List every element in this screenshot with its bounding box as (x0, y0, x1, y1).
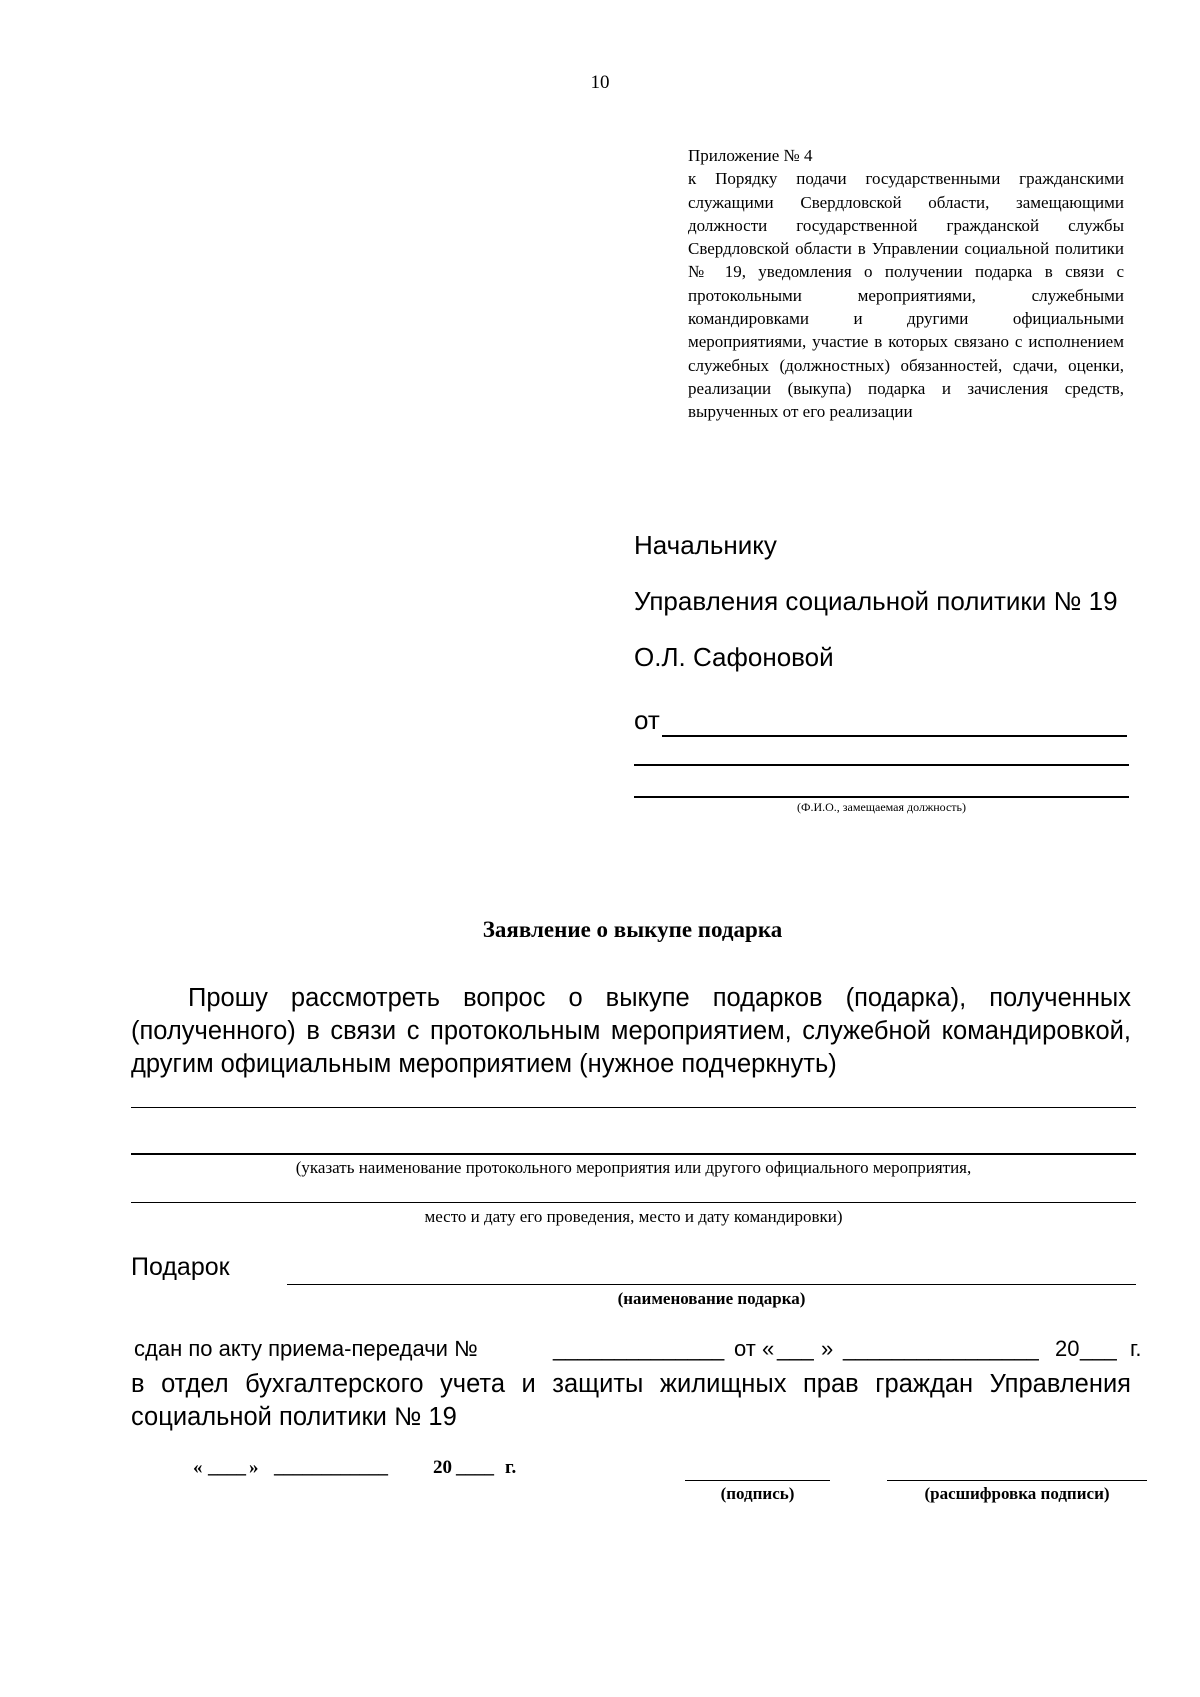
sig-year-suffix: г. (505, 1457, 517, 1478)
event-caption-1: (указать наименование протокольного мероприятия или другого официального мероприятия, (295, 1158, 972, 1177)
act-year-suffix: г. (1130, 1336, 1142, 1361)
applicant-caption: (Ф.И.О., замещаемая должность) (796, 800, 967, 814)
event-underline-2[interactable] (131, 1153, 1136, 1155)
signature-underline[interactable] (685, 1480, 830, 1481)
act-year-blank[interactable]: ___ (1080, 1336, 1117, 1361)
decoding-caption: (расшифровка подписи) (924, 1484, 1110, 1503)
act-month-blank[interactable]: ________________ (843, 1336, 1039, 1361)
addressee-line-1: Начальнику (634, 530, 777, 560)
appendix-text: к Порядку подачи государственными гражданскими служащими Свердловской области, замещающими должности государственной гражданской службы Свердловской области в Управлении социальной политики № 19, уведомления о получении подарка в связи с протокольными мероприятиями, служебными командировками и другими официальными мероприятиями, участие в которых связано с исполнением служебных (должностных) обязанностей, сдачи, оценки, реализации (выкупа) подарка и зачисления средств, вырученных от его реализации (688, 169, 1124, 422)
sig-year-blank[interactable]: ____ (456, 1457, 494, 1478)
document-title: Заявление о выкупе подарка (482, 917, 783, 942)
act-prefix: сдан по акту приема-передачи № (134, 1336, 478, 1361)
sig-quote-open: « (193, 1457, 203, 1478)
applicant-underline-2[interactable] (634, 764, 1129, 766)
gift-label: Подарок (131, 1253, 230, 1281)
sig-year-prefix: 20 (433, 1457, 452, 1478)
addressee-line-2: Управления социальной политики № 19 (634, 586, 1118, 616)
act-number-blank[interactable]: ______________ (553, 1336, 725, 1361)
sig-day-blank[interactable]: ____ (208, 1457, 246, 1478)
event-underline-3[interactable] (131, 1202, 1136, 1203)
page-number: 10 (590, 72, 610, 93)
sig-month-blank[interactable]: ____________ (274, 1457, 388, 1478)
request-paragraph: Прошу рассмотреть вопрос о выкупе подарков (подарка), полученных (полученного) в связи с протокольным мероприятием, служебной командировкой, другим официальным мероприятием (нужное подчеркнуть) (131, 984, 1131, 1078)
appendix-title: Приложение № 4 (688, 146, 813, 165)
event-underline-1[interactable] (131, 1107, 1136, 1108)
from-field[interactable] (634, 705, 1129, 739)
signature-caption: (подпись) (720, 1484, 795, 1503)
gift-name-underline[interactable] (287, 1284, 1136, 1285)
act-year-prefix: 20 (1055, 1336, 1080, 1361)
event-caption-2: место и дату его проведения, место и дату командировки) (424, 1207, 843, 1226)
sig-quote-close: » (249, 1457, 259, 1478)
appendix-block (688, 144, 1124, 424)
act-from-prefix: от « (734, 1336, 775, 1361)
act-day-blank[interactable]: ___ (777, 1336, 814, 1361)
department-paragraph: в отдел бухгалтерского учета и защиты жилищных прав граждан Управления социальной политики № 19 (131, 1370, 1131, 1431)
gift-caption: (наименование подарка) (617, 1289, 806, 1308)
decoding-underline[interactable] (887, 1480, 1147, 1481)
act-from-suffix: » (821, 1336, 834, 1361)
from-underline (662, 735, 1127, 737)
addressee-line-3: О.Л. Сафоновой (634, 642, 834, 672)
from-label: от (634, 705, 660, 735)
applicant-underline-3[interactable] (634, 796, 1129, 798)
